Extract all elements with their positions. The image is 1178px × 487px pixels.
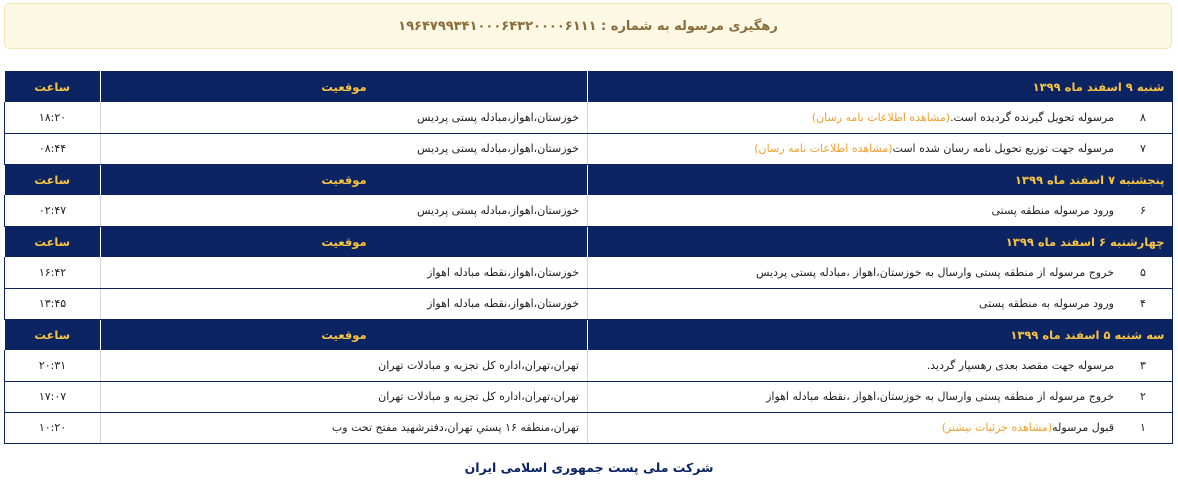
tracking-table	[4, 71, 1173, 444]
event-cell	[588, 257, 1173, 288]
row-number: ۲	[1140, 390, 1146, 403]
event-description: قبول مرسوله	[1052, 421, 1114, 434]
details-link[interactable]: (مشاهده جزئیات بیشتر)	[941, 421, 1053, 434]
date-header-row	[5, 319, 1173, 350]
row-number: ۷	[1140, 142, 1146, 155]
details-link[interactable]: (مشاهده اطلاعات نامه رسان)	[754, 142, 893, 155]
event-description: مرسوله جهت مقصد بعدی رهسپار گردید.	[926, 358, 1114, 372]
time-cell: ۱۰:۲۰	[5, 412, 101, 443]
row-number: ۴	[1140, 297, 1146, 310]
event-description: ورود مرسوله به منطقه پستی	[979, 297, 1114, 310]
table-row	[5, 195, 1173, 226]
table-row	[5, 350, 1173, 381]
date-header: شنبه ۹ اسفند ماه ۱۳۹۹	[588, 71, 1173, 102]
date-header-row	[5, 164, 1173, 195]
event-cell	[588, 412, 1173, 443]
time-cell: ۲۰:۳۱	[5, 350, 101, 381]
location-column-header: موقعیت	[101, 319, 588, 350]
event-description: خروج مرسوله از منطقه پستی وارسال به خوزستان،اهواز ،مبادله پستی پردیس	[756, 265, 1114, 279]
time-column-header: ساعت	[5, 71, 101, 102]
table-row	[5, 102, 1173, 133]
date-header: پنجشنبه ۷ اسفند ماه ۱۳۹۹	[588, 164, 1173, 195]
event-cell	[588, 350, 1173, 381]
location-column-header: موقعیت	[101, 164, 588, 195]
time-cell: ۱۳:۴۵	[5, 288, 101, 319]
event-description: مرسوله جهت توزیع تحویل نامه رسان شده است	[892, 142, 1114, 155]
row-number: ۳	[1140, 358, 1146, 372]
footer-company-name: شرکت ملی پست جمهوری اسلامی ایران	[464, 460, 714, 475]
location-cell: خوزستان،اهواز،مبادله پستی پردیس	[101, 195, 588, 226]
date-header-row	[5, 71, 1173, 102]
time-cell: ۰۸:۴۴	[5, 133, 101, 164]
row-number: ۸	[1140, 110, 1146, 124]
date-header: چهارشنبه ۶ اسفند ماه ۱۳۹۹	[588, 226, 1173, 257]
table-row	[5, 412, 1173, 443]
row-number: ۵	[1140, 265, 1146, 279]
event-cell	[588, 288, 1173, 319]
time-cell: ۱۶:۴۲	[5, 257, 101, 288]
details-link[interactable]: (مشاهده اطلاعات نامه رسان)	[811, 110, 951, 124]
location-column-header: موقعیت	[101, 226, 588, 257]
table-row	[5, 133, 1173, 164]
row-number: ۶	[1140, 203, 1146, 217]
tracking-banner	[4, 3, 1172, 49]
event-cell	[588, 102, 1173, 133]
location-cell: خوزستان،اهواز،نقطه مبادله اهواز	[101, 288, 588, 319]
location-cell: خوزستان،اهواز،مبادله پستی پردیس	[101, 102, 588, 133]
event-description: ورود مرسوله منطقه پستی	[991, 203, 1114, 217]
tracking-title: رهگیری مرسوله به شماره : ۱۹۶۴۷۹۹۳۴۱۰۰۰۶۴۳۲۰۰۰۰۶۱۱۱	[398, 18, 778, 34]
event-cell	[588, 195, 1173, 226]
time-column-header: ساعت	[5, 226, 101, 257]
tracking-table-body	[5, 71, 1173, 443]
table-row	[5, 381, 1173, 412]
time-column-header: ساعت	[5, 164, 101, 195]
time-column-header: ساعت	[5, 319, 101, 350]
event-cell	[588, 133, 1173, 164]
date-header: سه شنبه ۵ اسفند ماه ۱۳۹۹	[588, 319, 1173, 350]
time-cell: ۰۲:۴۷	[5, 195, 101, 226]
location-cell: تهران،تهران،اداره کل تجزیه و مبادلات تهران	[101, 350, 588, 381]
location-cell: تهران،منطقه ۱۶ پستي تهران،دفترشهید مفتح تحت وب	[101, 412, 588, 443]
time-cell: ۱۸:۲۰	[5, 102, 101, 133]
time-cell: ۱۷:۰۷	[5, 381, 101, 412]
location-column-header: موقعیت	[101, 71, 588, 102]
date-header-row	[5, 226, 1173, 257]
location-cell: خوزستان،اهواز،نقطه مبادله اهواز	[101, 257, 588, 288]
location-cell: خوزستان،اهواز،مبادله پستی پردیس	[101, 133, 588, 164]
event-description: مرسوله تحویل گیرنده گردیده است.	[950, 110, 1114, 124]
event-cell	[588, 381, 1173, 412]
table-row	[5, 288, 1173, 319]
event-description: خروج مرسوله از منطقه پستی وارسال به خوزستان،اهواز ،نقطه مبادله اهواز	[766, 390, 1114, 403]
row-number: ۱	[1140, 421, 1146, 434]
table-row	[5, 257, 1173, 288]
location-cell: تهران،تهران،اداره کل تجزیه و مبادلات تهران	[101, 381, 588, 412]
